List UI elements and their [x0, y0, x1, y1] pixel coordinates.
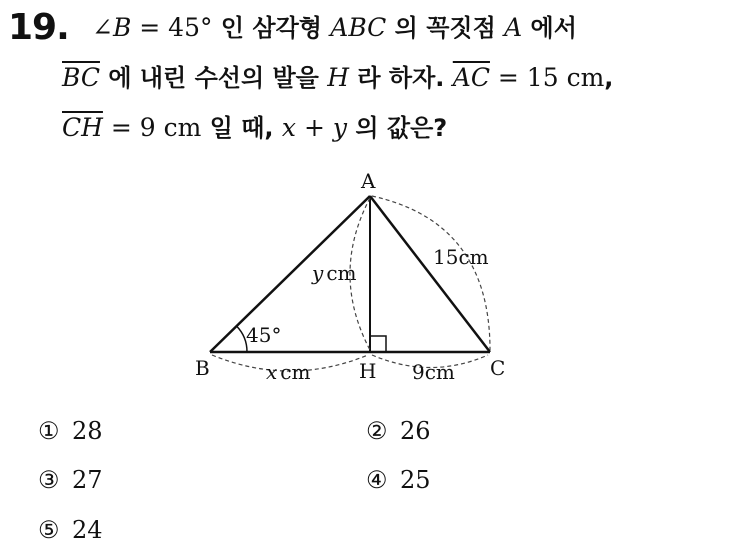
choice-marker: ⑤ — [38, 516, 60, 544]
choice-marker: ③ — [38, 466, 60, 494]
question-text: 일 때, — [201, 114, 282, 142]
vertex-label-h: H — [359, 359, 377, 383]
vertex-label-a: A — [361, 169, 376, 193]
angle-variable: B — [112, 13, 132, 42]
choice-value: 24 — [72, 516, 103, 544]
question-line-2 — [62, 58, 613, 98]
vertex-name: A — [504, 13, 523, 42]
length-label-ac: 15cm — [433, 245, 489, 269]
degree-sign: ° — [199, 13, 213, 42]
foot-name: H — [327, 63, 350, 92]
dimension-arc-ac — [372, 196, 490, 350]
question-text: 에서 — [522, 14, 577, 42]
choice-5[interactable] — [38, 513, 103, 547]
question-text: , — [604, 64, 614, 92]
choice-4[interactable] — [366, 463, 431, 497]
angle-b-label: 45° — [246, 323, 282, 347]
choice-value: 27 — [72, 466, 103, 494]
label-x-variable: x — [266, 360, 278, 384]
choice-value: 25 — [400, 466, 431, 494]
variable-x: x — [281, 113, 297, 142]
choice-marker: ② — [366, 417, 388, 445]
angle-symbol: ∠ — [92, 13, 113, 42]
label-x-unit: cm — [280, 360, 311, 384]
choice-3[interactable] — [38, 463, 103, 497]
side-ac — [370, 196, 490, 352]
segment-ch: $\overline{CH}$ — [62, 113, 103, 142]
ac-length: = 15 cm — [489, 63, 605, 92]
right-angle-mark — [370, 336, 386, 352]
choice-value: 28 — [72, 417, 103, 445]
choice-2[interactable] — [366, 414, 431, 448]
vertex-label-b: B — [195, 356, 210, 380]
segment-bc: $\overline{BC}$ — [62, 63, 100, 92]
choice-marker: ① — [38, 417, 60, 445]
triangle-figure — [180, 162, 540, 392]
label-y-unit: cm — [326, 261, 357, 285]
ch-length: = 9 cm — [102, 113, 202, 142]
choice-marker: ④ — [366, 466, 388, 494]
vertex-label-c: C — [490, 356, 506, 380]
variable-y: y — [332, 113, 347, 142]
question-text: 라 하자. — [349, 64, 453, 92]
question-text: 의 꼭짓점 — [386, 14, 505, 42]
length-label-hc: 9cm — [412, 360, 455, 384]
angle-equation: = 45 — [131, 13, 200, 42]
question-line-3 — [62, 108, 447, 148]
question-number: 19. — [8, 7, 69, 48]
length-label-x — [266, 360, 310, 384]
segment-ac: $\overline{AC}$ — [452, 63, 490, 92]
plus-sign: + — [296, 113, 333, 142]
length-label-y — [311, 261, 357, 285]
question-text: 에 내린 수선의 발을 — [99, 64, 328, 92]
choice-value: 26 — [400, 417, 431, 445]
question-line-1 — [92, 8, 577, 48]
question-text: 의 값은? — [346, 114, 448, 142]
question-text: 인 삼각형 — [212, 14, 331, 42]
choice-1[interactable] — [38, 414, 103, 448]
label-y-variable: y — [312, 261, 324, 285]
triangle-name: ABC — [330, 13, 387, 42]
